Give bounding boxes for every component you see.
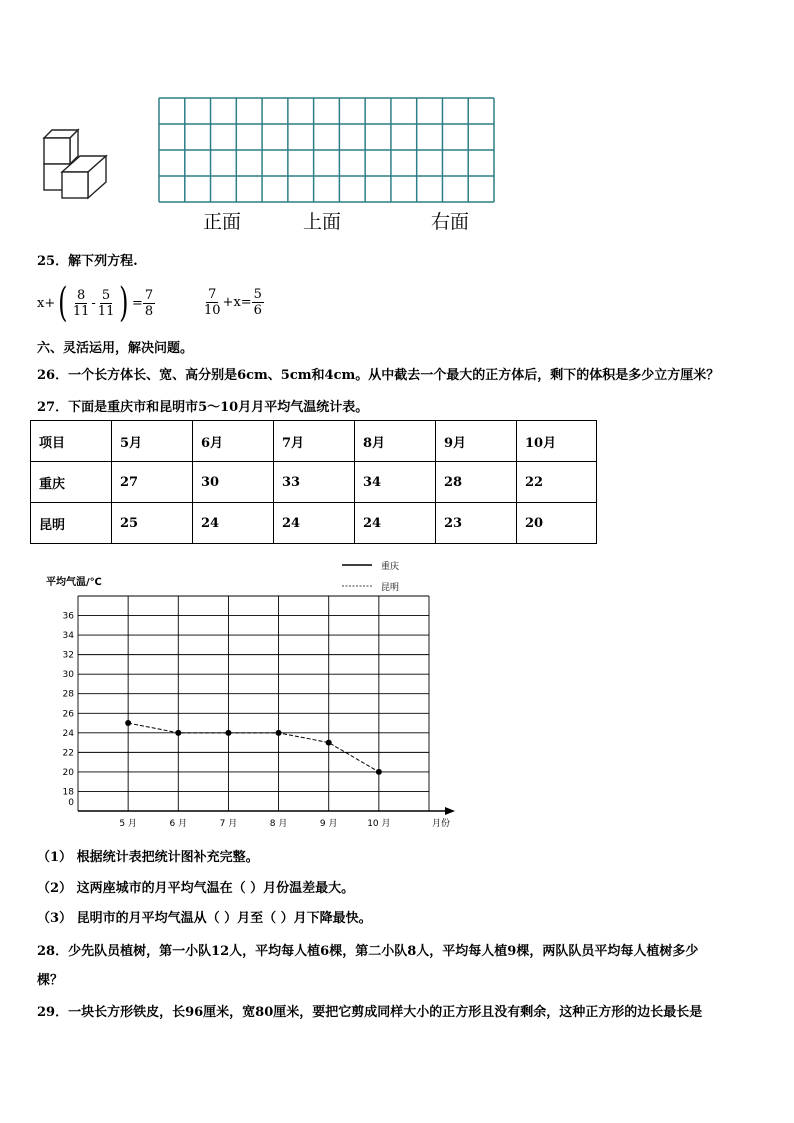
table-cell: 27 <box>112 462 193 503</box>
eq2-r-numerator: 5 <box>253 287 262 302</box>
question-27-sub-2: （2） 这两座城市的月平均气温在（ ）月份温差最大。 <box>37 881 355 896</box>
table-cell: 33 <box>274 462 355 503</box>
question-25-title: 25．解下列方程. <box>37 254 138 269</box>
eq2-plus-x: +x= <box>222 295 252 310</box>
x-tick-label: 5 月 <box>119 819 137 829</box>
x-tick-label: 10 月 <box>367 819 391 829</box>
question-27-sub-1: （1） 根据统计表把统计图补充完整。 <box>37 850 259 865</box>
x-tick-label: 8 月 <box>269 819 288 829</box>
equation-1 <box>37 280 155 326</box>
table-cell: 重庆 <box>31 462 112 503</box>
equation-2 <box>202 287 264 318</box>
question-29: 29．一块长方形铁皮，长96厘米，宽80厘米，要把它剪成同样大小的正方形且没有剩余，这种正方形的边长最长是 <box>37 1005 703 1020</box>
eq2-f-numerator: 7 <box>208 287 217 302</box>
table-cell: 20 <box>517 503 597 544</box>
eq1-f2-denominator: 11 <box>97 303 115 319</box>
cube-solid-figure <box>40 126 112 204</box>
y-tick-label: 28 <box>62 689 74 700</box>
eq1-result-fraction <box>143 288 155 319</box>
legend-label: 重庆 <box>381 562 400 572</box>
table-header-cell: 6月 <box>193 421 274 462</box>
y-tick-label: 32 <box>62 650 74 661</box>
chart-grid <box>78 596 429 811</box>
eq1-right-paren: ) <box>119 280 129 326</box>
y-tick-label: 34 <box>62 631 74 642</box>
table-cell: 24 <box>193 503 274 544</box>
table-cell: 23 <box>436 503 517 544</box>
data-point <box>225 730 231 736</box>
eq1-fraction-2 <box>96 288 117 319</box>
table-header-cell: 5月 <box>112 421 193 462</box>
table-cell: 28 <box>436 462 517 503</box>
eq2-fraction <box>202 287 223 318</box>
y-axis-title: 平均气温/℃ <box>46 577 102 588</box>
table-header-cell: 项目 <box>31 421 112 462</box>
eq2-result-fraction <box>252 287 264 318</box>
table-header-cell: 7月 <box>274 421 355 462</box>
legend-label: 昆明 <box>381 583 400 593</box>
drawing-grid <box>158 97 496 203</box>
question-26: 26．一个长方体长、宽、高分别是6cm、5cm和4cm。从中截去一个最大的正方体后，剩下的体积是多少立方厘米？ <box>37 368 720 383</box>
eq2-f-denominator: 10 <box>204 303 221 318</box>
eq1-r-denominator: 8 <box>144 303 154 319</box>
eq1-minus: - <box>91 295 96 311</box>
eq1-f2-numerator: 5 <box>101 287 111 303</box>
table-header-row <box>31 421 597 462</box>
temperature-table <box>30 420 597 544</box>
y-tick-label: 22 <box>62 748 74 759</box>
question-27-title: 27．下面是重庆市和昆明市5～10月月平均气温统计表。 <box>37 400 369 415</box>
table-row <box>31 462 597 503</box>
table-cell: 昆明 <box>31 503 112 544</box>
table-row <box>31 503 597 544</box>
view-label-top: 上面 <box>303 211 342 233</box>
eq1-f1-numerator: 8 <box>76 287 86 303</box>
x-tick-label: 7 月 <box>219 819 238 829</box>
x-tick-label: 9 月 <box>319 819 338 829</box>
data-point <box>376 769 382 775</box>
x-tick-label: 6 月 <box>169 819 188 829</box>
table-cell: 30 <box>193 462 274 503</box>
view-label-front: 正面 <box>203 211 242 233</box>
table-cell: 24 <box>274 503 355 544</box>
y-tick-label: 30 <box>62 670 74 681</box>
table-cell: 34 <box>355 462 436 503</box>
table-header-cell: 10月 <box>517 421 597 462</box>
question-28-line-2: 棵？ <box>37 973 64 988</box>
eq2-r-denominator: 6 <box>253 303 262 318</box>
eq1-f1-denominator: 11 <box>72 303 90 319</box>
y-tick-label: 18 <box>62 787 74 798</box>
y-tick-label: 0 <box>68 798 74 808</box>
question-27-sub-3: （3） 昆明市的月平均气温从（ ）月至（ ）月下降最快。 <box>37 911 372 926</box>
x-axis-title: 月份 <box>431 819 451 829</box>
question-28-line-1: 28．少先队员植树，第一小队12人，平均每人植6棵，第二小队8人，平均每人植9棵，两队队员平均每人植树多少 <box>37 944 699 959</box>
eq1-equals: = <box>131 295 143 311</box>
eq1-left-paren: ( <box>58 280 68 326</box>
data-point <box>326 740 332 746</box>
y-tick-label: 36 <box>62 611 74 622</box>
x-axis-arrow <box>445 807 455 815</box>
series-line-dashed <box>128 723 379 772</box>
y-tick-label: 20 <box>62 767 74 778</box>
y-tick-label: 26 <box>62 709 74 720</box>
eq1-r-numerator: 7 <box>144 287 154 303</box>
data-point <box>276 730 282 736</box>
table-header-cell: 8月 <box>355 421 436 462</box>
data-point <box>125 720 131 726</box>
table-cell: 24 <box>355 503 436 544</box>
section-6-heading: 六、灵活运用，解决问题。 <box>37 341 194 356</box>
table-cell: 22 <box>517 462 597 503</box>
y-tick-label: 24 <box>62 728 74 739</box>
view-label-right: 右面 <box>431 211 470 233</box>
eq1-x-plus: x+ <box>37 295 56 311</box>
data-point <box>175 730 181 736</box>
temperature-line-chart <box>40 553 460 833</box>
table-cell: 25 <box>112 503 193 544</box>
eq1-fraction-1 <box>71 288 92 319</box>
table-header-cell: 9月 <box>436 421 517 462</box>
